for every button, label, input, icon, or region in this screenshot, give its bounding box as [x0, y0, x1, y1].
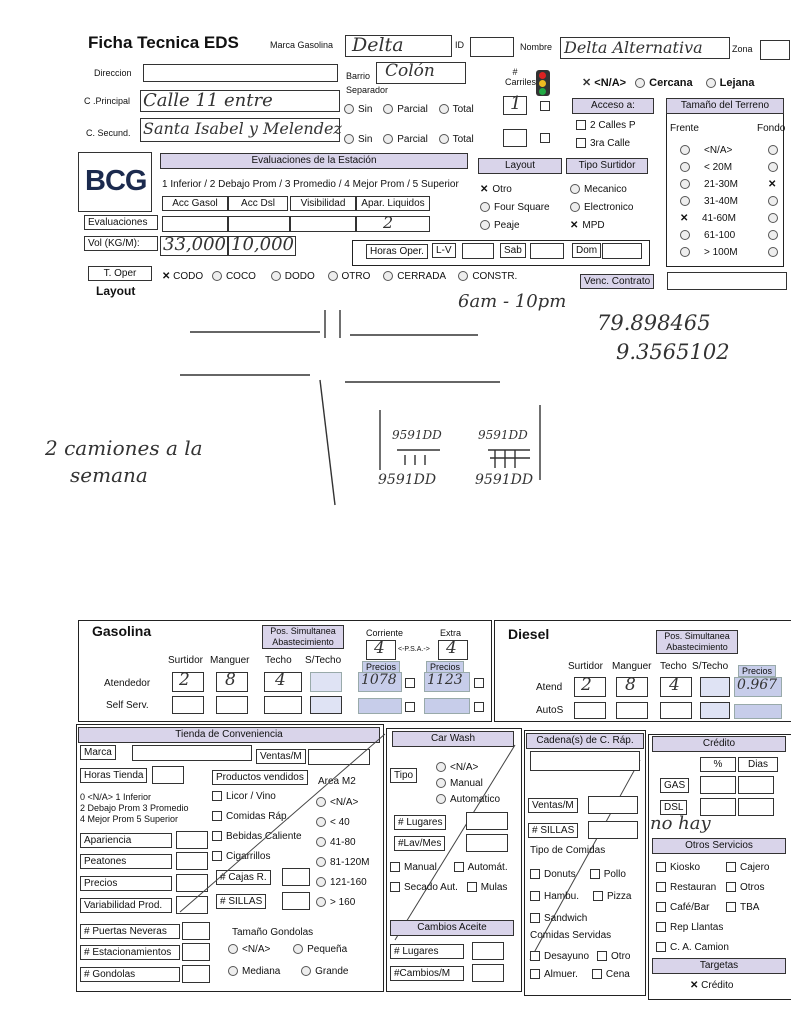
extra-field[interactable]: 4: [438, 640, 468, 660]
cercana-label: Cercana: [649, 77, 693, 89]
carriles-value: 1: [510, 93, 522, 114]
coord2-note: 9.3565102: [616, 340, 730, 364]
contrato-label: Venc. Contrato: [580, 274, 654, 289]
credito-header: Crédito: [652, 736, 786, 752]
pct-label: %: [700, 757, 736, 772]
cambios-lugares-field[interactable]: [472, 942, 504, 960]
lv-label: L-V: [432, 243, 456, 258]
acceso-header: Acceso a:: [572, 98, 654, 114]
x-mark-icon: ✕: [690, 980, 699, 991]
carwash-tipo-options: <N/A> Manual Automatico: [436, 760, 500, 808]
estacionamientos-label: # Estacionamientos: [80, 945, 180, 960]
dsl-surtidor-field[interactable]: 2: [574, 677, 606, 697]
toper-label: T. Oper: [88, 266, 152, 281]
x-mark-icon: ✕: [680, 213, 689, 224]
dsl-col-surtidor: Surtidor: [568, 661, 604, 672]
nombre-value: Delta Alternativa: [564, 38, 703, 57]
targetas-header: Targetas: [652, 958, 786, 974]
dias-label: Dias: [738, 757, 778, 772]
zona-label: Zona: [732, 44, 753, 54]
comidas-servidas-options: Desayuno Otro Almuer. Cena: [530, 948, 630, 984]
gas-surtidor-field[interactable]: 2: [172, 672, 204, 692]
cadena-ventas-field[interactable]: [588, 796, 638, 814]
puertas-label: # Puertas Neveras: [80, 924, 180, 939]
acceso-opt2[interactable]: 3ra Calle: [576, 138, 630, 149]
cadena-header: Cadena(s) de C. Ráp.: [526, 733, 644, 749]
productos-options: Licor / Vino Comidas Ráp. Bebidas Caliente Cigarrillos: [212, 787, 302, 867]
pump-label-tl: 9591DD: [392, 428, 442, 442]
diesel-title: Diesel: [508, 626, 550, 642]
note-line1: 2 camiones a la: [45, 436, 203, 460]
fondo-label: Fondo: [757, 123, 786, 134]
direccion-label: Direccion: [94, 68, 132, 78]
gas-col-stecho: S/Techo: [305, 655, 342, 666]
x-mark-icon: ✕: [162, 271, 171, 282]
marca-label: Marca Gasolina: [270, 40, 334, 50]
carwash-lugares-label: # Lugares: [394, 815, 446, 830]
sillas-label: # SILLAS: [216, 894, 266, 909]
acceso-opt1[interactable]: 2 Calles P: [576, 120, 636, 131]
surtidor-options: Mecanico Electronico ✕ MPD: [570, 184, 634, 231]
carwash-lavmes-label: #Lav/Mes: [394, 836, 445, 851]
eval-apar-field[interactable]: 2: [356, 216, 430, 232]
autos-label: AutoS: [536, 705, 564, 716]
comidas-servidas-label: Comidas Servidas: [530, 930, 612, 941]
carwash-header: Car Wash: [392, 731, 514, 747]
dsl-credito-label: DSL: [660, 800, 687, 815]
atendedor-label: Atendedor: [104, 678, 151, 689]
gas-pct-field[interactable]: [700, 776, 736, 794]
note-line2: semana: [70, 463, 148, 487]
extra-label: Extra: [440, 628, 462, 638]
precios-label: Precios: [80, 876, 172, 891]
dsl-precio-field[interactable]: 0.967: [734, 677, 782, 697]
total-label: Total: [452, 104, 474, 115]
parcial-label: Parcial: [397, 134, 428, 145]
atend-label: Atend: [536, 682, 563, 693]
dom-label: Dom: [572, 243, 601, 258]
cadena-sillas-field[interactable]: [588, 821, 638, 839]
horas-label: Horas Oper.: [366, 244, 428, 259]
barrio-value: Colón: [385, 61, 435, 81]
gas-techo-field[interactable]: 4: [264, 672, 302, 692]
barrio-label: Barrio: [346, 71, 371, 81]
eval-col-acc-dsl: Acc Dsl: [228, 196, 288, 211]
x-mark-icon: ✕: [570, 220, 579, 231]
servicios-options: Kiosko Cajero Restauran Otros Café/Bar TBA Rep Llantas C. A. Camion: [656, 858, 769, 958]
cambiosm-label: #Cambios/M: [390, 966, 464, 981]
gas-precios-2: Precios: [426, 661, 464, 673]
cadena-name-field[interactable]: [530, 751, 640, 771]
dsl-dias-field[interactable]: [738, 798, 774, 816]
gasolina-title: Gasolina: [92, 623, 152, 639]
variabilidad-label: Variabilidad Prod.: [80, 898, 172, 913]
tam-gond-label: Tamaño Gondolas: [232, 927, 314, 938]
evaluaciones-row-label: Evaluaciones: [84, 215, 158, 230]
x-mark-icon: ✕: [768, 179, 777, 190]
sin-label: Sin: [358, 134, 373, 145]
peatones-label: Peatones: [80, 854, 172, 869]
pump-label-br: 9591DD: [475, 472, 534, 488]
credito-card-option[interactable]: ✕ Crédito: [690, 980, 734, 991]
marca-value: Delta: [352, 34, 404, 56]
evaluaciones-header: Evaluaciones de la Estación: [160, 153, 468, 169]
cambiosm-field[interactable]: [472, 964, 504, 982]
lejana-label: Lejana: [719, 77, 755, 89]
frente-label: Frente: [670, 123, 699, 134]
vol-label: Vol (KG/M):: [84, 236, 158, 251]
corriente-label: Corriente: [366, 628, 404, 638]
cambios-header: Cambios Aceite: [390, 920, 514, 936]
dsl-col-manguer: Manguer: [612, 661, 652, 672]
total-label: Total: [452, 134, 474, 145]
carwash-tipo-label: Tipo: [390, 768, 417, 783]
terreno-header: Tamaño del Terreno: [666, 98, 784, 114]
dsl-col-techo: Techo: [660, 661, 687, 672]
cajas-label: # Cajas R.: [216, 870, 271, 885]
area-options: <N/A> < 40 41-80 81-120M 121-160 > 160: [316, 793, 369, 913]
cadena-ventas-label: Ventas/M: [528, 798, 578, 813]
cambios-lugares-label: # Lugares: [390, 944, 464, 959]
tienda-ventas-label: Ventas/M: [256, 749, 306, 764]
carwash-check-row1: Manual Automát.: [390, 862, 508, 873]
eval-col-acc-gasol: Acc Gasol: [162, 196, 228, 211]
bcg-logo: BCG: [78, 152, 152, 212]
self-label: Self Serv.: [106, 700, 149, 711]
pump-label-tr: 9591DD: [478, 428, 528, 442]
gond-row1: <N/A> Pequeña: [228, 944, 347, 955]
dsl-manguer-field[interactable]: 8: [616, 677, 648, 697]
area-label: Area M2: [318, 776, 356, 787]
gas-col-techo: Techo: [265, 655, 292, 666]
gas-precios-1: Precios: [362, 661, 400, 673]
gas-manguer-field[interactable]: 8: [216, 672, 248, 692]
tienda-header: Tienda de Conveniencia: [78, 727, 380, 743]
coord1-note: 79.898465: [597, 311, 711, 335]
layout-options: ✕ Otro Four Square Peaje: [480, 184, 550, 231]
vol1-field[interactable]: 33,000: [160, 236, 228, 256]
corriente-field[interactable]: 4: [366, 640, 396, 660]
dsl-precios: Precios: [738, 665, 776, 677]
form-title: Ficha Tecnica EDS: [88, 33, 239, 52]
pump-label-bl: 9591DD: [378, 472, 437, 488]
toper-options: ✕ CODO COCO DODO OTRO CERRADA CONSTR.: [162, 271, 518, 282]
gas-col-manguer: Manguer: [210, 655, 250, 666]
gas-pos-sim: Pos. Simultanea Abastecimiento: [262, 625, 344, 649]
secund-value: Santa Isabel y Melendez: [143, 119, 342, 138]
layout-title: Layout: [96, 284, 136, 298]
separador-label: Separador: [346, 85, 389, 95]
productos-label: Productos vendidos: [212, 770, 308, 785]
dsl-col-stecho: S/Techo: [692, 661, 729, 672]
otros-servicios-header: Otros Servicios: [652, 838, 786, 854]
sin-label: Sin: [358, 104, 373, 115]
dsl-techo-field[interactable]: 4: [660, 677, 692, 697]
tienda-marca-label: Marca: [80, 745, 116, 760]
gas-credito-label: GAS: [660, 778, 689, 793]
apariencia-label: Apariencia: [80, 833, 172, 848]
terreno-options: <N/A> < 20M 21-30M 31-40M ✕ 41-60M 61-100 > 100M: [680, 145, 738, 258]
gas-precio1-field[interactable]: 1078: [358, 672, 402, 692]
surtidor-header: Tipo Surtidor: [566, 158, 648, 174]
cadena-sillas-label: # SILLAS: [528, 823, 578, 838]
x-mark-icon: ✕: [480, 184, 489, 195]
tipo-comidas-options: Donuts Pollo Hambu. Pizza Sandwich: [530, 864, 631, 930]
gond-row2: Mediana Grande: [228, 966, 349, 977]
tipo-comidas-label: Tipo de Comidas: [530, 845, 606, 856]
dsl-pos-sim: Pos. Simultanea Abastecimiento: [656, 630, 738, 654]
carriles-label: # Carriles: [505, 67, 537, 87]
sab-label: Sab: [500, 243, 526, 258]
psa-label: <-P.S.A.->: [398, 646, 430, 653]
carwash-check-row2: Secado Aut. Mulas: [390, 882, 507, 893]
no-hay-note: no hay: [650, 813, 711, 834]
gas-col-surtidor: Surtidor: [168, 655, 204, 666]
horas-tienda-label: Horas Tienda: [80, 768, 147, 783]
parcial-label: Parcial: [397, 104, 428, 115]
principal-value: Calle 11 entre: [143, 90, 273, 111]
secund-label: C. Secund.: [86, 128, 131, 138]
carwash-lavmes-field[interactable]: [466, 834, 508, 852]
vol2-field[interactable]: 10,000: [228, 236, 296, 256]
layout-header: Layout: [478, 158, 562, 174]
id-label: ID: [455, 40, 464, 50]
gas-dias-field[interactable]: [738, 776, 774, 794]
gas-precio2-field[interactable]: 1123: [424, 672, 470, 692]
tienda-scale: 0 <N/A> 1 Inferior 2 Debajo Prom 3 Promedio 4 Mejor Prom 5 Superior: [80, 792, 189, 824]
nombre-label: Nombre: [520, 42, 553, 52]
carwash-lugares-field[interactable]: [466, 812, 508, 830]
principal-label: C .Principal: [84, 96, 131, 106]
eval-scale: 1 Inferior / 2 Debajo Prom / 3 Promedio / 4 Mejor Prom / 5 Superior: [162, 179, 459, 190]
na-label: <N/A>: [594, 77, 627, 89]
eval-col-apar: Apar. Liquidos: [356, 196, 430, 211]
hours-note: 6am - 10pm: [458, 291, 567, 312]
x-mark-icon: ✕: [582, 77, 592, 89]
eval-col-visibilidad: Visibilidad: [290, 196, 356, 211]
gondolas-label: # Gondolas: [80, 967, 180, 982]
